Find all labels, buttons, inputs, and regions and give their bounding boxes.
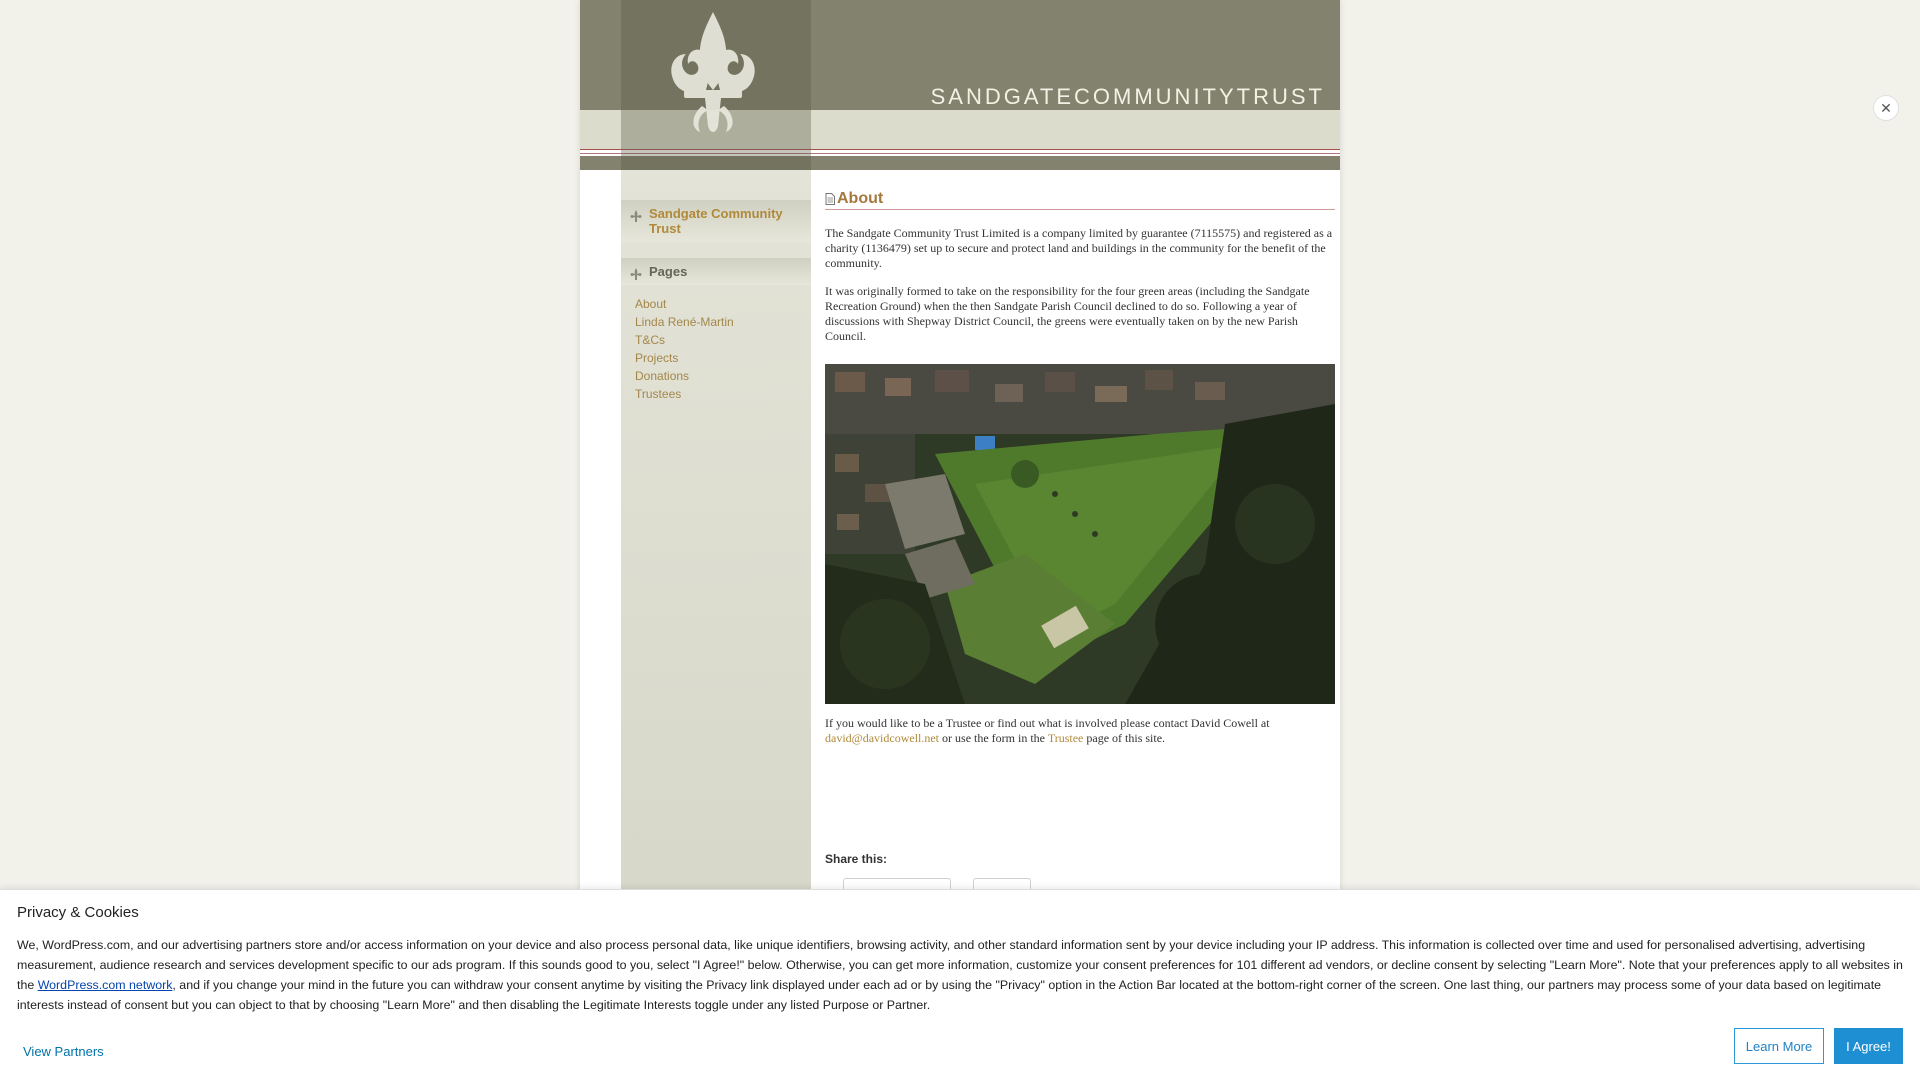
cookie-title: Privacy & Cookies	[17, 904, 139, 921]
contact-text: page of this site.	[1086, 731, 1166, 745]
site-title[interactable]: SANDGATECOMMUNITYTRUST	[930, 84, 1325, 109]
cookie-text-part: We, WordPress.com, and our advertising partners store and/or access information on your device and also process personal data, like unique identifiers, browsing activity, and other standard information sent by your device including your IP address. This information is collected over time and used for personalised advertising, advertising measurement, audience research and services development specific to our ads program. If this sounds good to you, select "I Agree!" below. Otherwise, you can get more information, customize your consent preferences for 101 different ad vendors, or decline consent by selecting "Learn More". Note that your preferences apply to all websites in the	[17, 938, 1903, 992]
sidebar-item-about[interactable]: About	[635, 297, 667, 311]
sidebar-item-trustees[interactable]: Trustees	[635, 387, 682, 401]
view-partners-link[interactable]: View Partners	[23, 1044, 104, 1059]
sidebar-item-tcs[interactable]: T&Cs	[635, 333, 665, 347]
email-link[interactable]: david@davidcowell.net	[825, 731, 940, 745]
trustee-link[interactable]: Trustee	[1047, 731, 1084, 745]
cookie-banner	[0, 889, 1920, 1080]
sidebar-item-projects[interactable]: Projects	[635, 351, 679, 365]
post-title-text: About	[837, 190, 884, 207]
share-title: Share this:	[825, 852, 888, 866]
sidebar-item-donations[interactable]: Donations	[635, 369, 690, 383]
sidebar-heading-label: Pages	[649, 264, 688, 279]
contact-text: or use the form in the	[942, 731, 1046, 745]
sidebar-item-linda-rene-martin[interactable]: Linda René-Martin	[635, 315, 734, 329]
site-header	[580, 0, 1340, 170]
cookie-text-part: , and if you change your mind in the future you can withdraw your consent anytime by visiting the Privacy link displayed under each ad or by using the "Privacy" option in the Action Bar located at the bottom-right corner of the screen. One last thing, our partners may process some of your data based on legitimate interests instead of consent but you can object to that by choosing "Learn More" and then disabling the Legitimate Interests toggle under any listed Purpose or Partner.	[17, 978, 1882, 1012]
close-icon: ✕	[1880, 99, 1892, 116]
learn-more-button[interactable]: Learn More	[1734, 1028, 1824, 1064]
contact-paragraph	[825, 716, 1335, 746]
sidebar-heading-label: Sandgate Community Trust	[649, 206, 783, 236]
close-button[interactable]	[1873, 95, 1899, 121]
fleur-de-lis-logo[interactable]	[650, 10, 776, 138]
page-icon	[825, 193, 835, 205]
post-title[interactable]	[825, 190, 1335, 210]
fleur-icon	[629, 267, 643, 281]
sidebar-heading-site[interactable]	[621, 200, 811, 242]
contact-text: If you would like to be a Trustee or find out what is involved please contact David Cowell at	[825, 716, 1270, 730]
sidebar-heading-pages	[621, 258, 811, 285]
post-paragraph: The Sandgate Community Trust Limited is a company limited by guarantee (7115575) and registered as a charity (1136479) set up to secure and protect land and buildings in the community for the benefit of the community.	[825, 226, 1333, 270]
wordpress-network-link[interactable]: WordPress.com network	[37, 978, 173, 992]
cookie-text	[17, 935, 1907, 1015]
post-content	[825, 190, 1335, 746]
agree-button[interactable]: I Agree!	[1834, 1028, 1903, 1064]
pages-list	[621, 285, 811, 403]
aerial-photo	[825, 364, 1335, 704]
post-paragraph: It was originally formed to take on the responsibility for the four green areas (including the Sandgate Recreation Ground) when the then Sandgate Parish Council declined to do so. Following a year of discussions with Shepway District Council, the greens were eventually taken on by the new Parish Council.	[825, 284, 1310, 343]
fleur-icon	[629, 209, 643, 223]
